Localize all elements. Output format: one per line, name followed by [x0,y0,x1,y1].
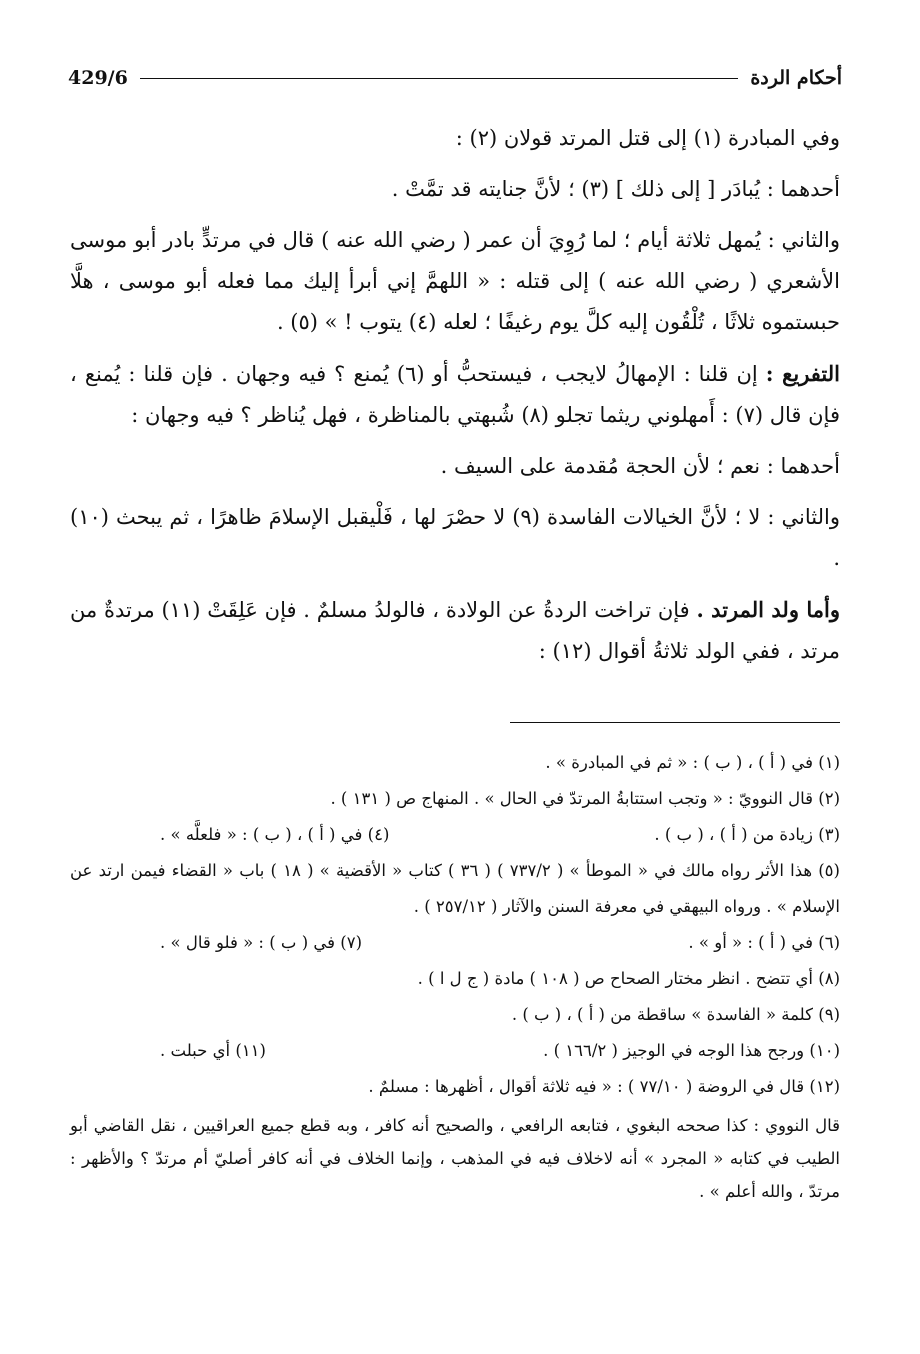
footnote: (٣) زيادة من ( أ ) ، ( ب ) . [654,825,840,844]
paragraph: والثاني : يُمهل ثلاثة أيام ؛ لما رُوِيَ أن عمر ( رضي الله عنه ) قال في مرتدٍّ بادر أبو موسى الأشعري ( رضي الله عنه ) إلى قتله : « اللهمَّ إني أبرأ إليك مما فعله أبو موسى ، هلَّا حبستموه ثلاثًا ، تُلْقُون إليه كلَّ يوم رغيفًا ؛ لعله (٤) يتوب ! » (٥) . [70,228,840,334]
main-text [70,118,840,682]
paragraph: وفي المبادرة (١) إلى قتل المرتد قولان (٢) : [455,126,840,150]
footnote: (١١) أي حبلت . [160,1041,266,1060]
footnote: (٥) هذا الأثر رواه مالك في « الموطأ » ( ٧٣٧/٢ ) ( ٣٦ ) كتاب « الأقضية » ( ١٨ ) باب « القضاء فيمن ارتد عن الإسلام » . ورواه البيهقي في معرفة السنن والآثار ( ٢٥٧/١٢ ) . [70,861,840,916]
paragraph: أحدهما : نعم ؛ لأن الحجة مُقدمة على السيف . [440,454,840,478]
paragraph-text: إن قلنا : الإمهالُ لايجب ، فيستحبُّ أو (٦) يُمنع ؟ فيه وجهان . فإن قلنا : يُمنع ، فإن قال (٧) : أَمهلوني ريثما تجلو (٨) شُبهتي بالمناظرة ، فهل يُناظر ؟ فيه وجهان : [70,362,840,427]
footnote-pair [70,1033,840,1069]
footnote: (١٠) ورجح هذا الوجه في الوجيز ( ١٦٦/٢ ) . [543,1041,840,1060]
footnote: (٦) في ( أ ) : « أو » . [688,933,840,952]
footnote: (٧) في ( ب ) : « فلو قال » . [160,933,363,952]
footnote: (٨) أي تتضح . انظر مختار الصحاح ص ( ١٠٨ ) مادة ( ج ل ا ) . [417,969,840,988]
footnotes [70,745,840,1208]
footnote: (٢) قال النوويّ : « وتجب استتابةُ المرتدّ في الحال » . المنهاج ص ( ١٣١ ) . [330,789,840,808]
paragraph: أحدهما : يُبادَر [ إلى ذلك ] (٣) ؛ لأنَّ جنايته قد تمَّتْ . [391,177,840,201]
footnote-pair [70,817,840,853]
footnote: (٤) في ( أ ) ، ( ب ) : « فلعلَّه » . [160,825,390,844]
running-header [68,64,842,92]
footnote: (١٢) قال في الروضة ( ٧٧/١٠ ) : « فيه ثلاثة أقوال ، أظهرها : مسلمٌ . [368,1077,840,1096]
section-lead: التفريع : [765,361,840,386]
footnote-separator [510,722,840,723]
footnote: (٩) كلمة « الفاسدة » ساقطة من ( أ ) ، ( ب ) . [511,1005,840,1024]
header-rule [140,78,739,79]
paragraph [70,353,840,436]
section-lead: وأما ولد المرتد . [696,597,840,622]
footnote-commentary: قال النووي : كذا صححه البغوي ، فتابعه الرافعي ، والصحيح أنه كافر ، وبه قطع جميع العراقيين ، نقل القاضي أبو الطيب في كتابه « المجرد » أنه لاخلاف فيه في المذهب ، وإنما الخلاف في أنه كافر أصليّ أم مرتدّ ؟ والأظهر : مرتدّ ، والله أعلم » . [70,1116,840,1201]
footnote: (١) في ( أ ) ، ( ب ) : « ثم في المبادرة » . [545,753,840,772]
paragraph: والثاني : لا ؛ لأنَّ الخيالات الفاسدة (٩) لا حصْرَ لها ، فَلْيقبل الإسلامَ ظاهرًا ، ثم يبحث (١٠) . [70,505,840,570]
page-number: 429/6 [68,67,128,89]
header-title: أحكام الردة [750,67,842,89]
paragraph-text: فإن تراخت الردةُ عن الولادة ، فالولدُ مسلمٌ . فإن عَلِقَتْ (١١) مرتدةٌ من مرتد ، ففي الولد ثلاثةُ أقوال (١٢) : [70,598,840,663]
paragraph [70,589,840,672]
footnote-pair [70,925,840,961]
